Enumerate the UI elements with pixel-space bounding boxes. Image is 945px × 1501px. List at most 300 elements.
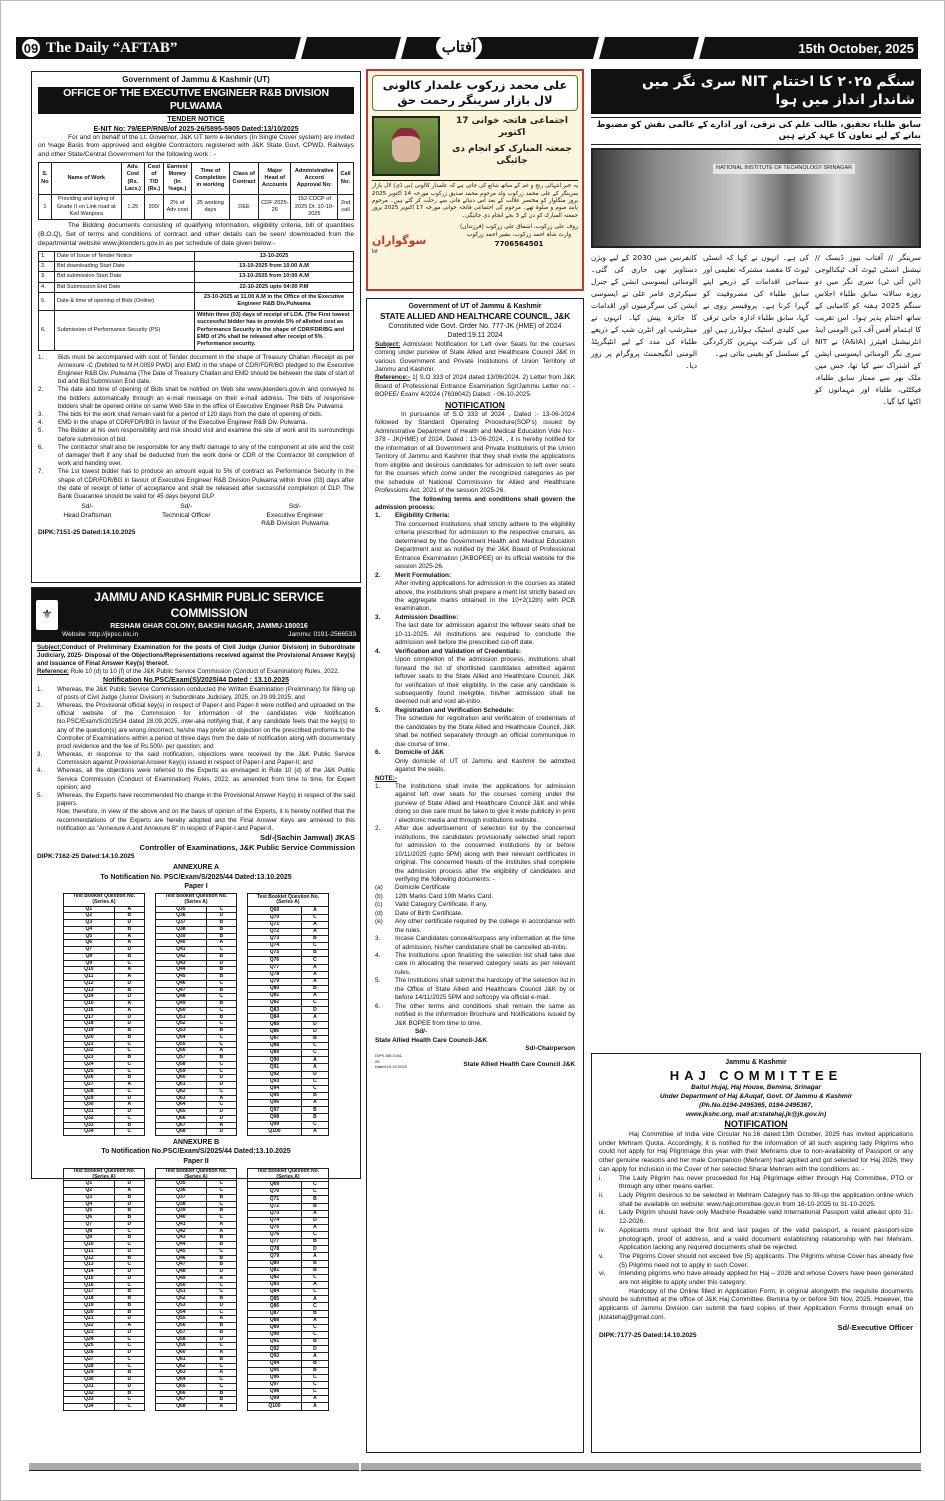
answer-value: C: [114, 1129, 144, 1136]
answer-value: B: [206, 1028, 236, 1035]
terms-intro: The following terms and conditions shall govern the admission process:: [375, 495, 575, 512]
td: 2.: [39, 261, 55, 271]
table-row: [156, 1235, 237, 1242]
question-number: Q39: [156, 1208, 207, 1215]
table-row: [248, 1246, 329, 1253]
question-number: Q5: [64, 1208, 115, 1215]
answer-value: D: [206, 1082, 236, 1089]
question-number: Q18: [64, 1021, 115, 1028]
question-number: Q41: [156, 947, 207, 954]
table-row: [156, 1248, 237, 1255]
question-number: Q48: [156, 1269, 207, 1276]
table-row: [156, 1296, 237, 1303]
answer-value: A: [206, 1095, 236, 1102]
answer-value: C: [206, 994, 236, 1001]
question-number: Q64: [156, 1377, 207, 1384]
item-text: Intending pilgrims who have already applied for Haj – 2026 and whose Covers have been generated are not eligible to apply under this category.: [619, 1270, 913, 1287]
answer-value: B: [114, 1194, 144, 1201]
sahc-subject: Admission Notification for Left over Seats for the courses coming under purview of State Allied and Healthcare Council J&K in various Government and Private Institutions of Union Territory of Jammu and Kashmir.: [375, 340, 575, 373]
haj-dipk: DIPK:7177-25 Dated:14.10.2025: [599, 1332, 697, 1340]
table-row: [248, 907, 329, 914]
question-number: Q76: [248, 1232, 302, 1239]
th: S. No: [39, 162, 52, 195]
question-number: Q65: [156, 1109, 207, 1116]
question-number: Q3: [64, 920, 115, 927]
question-number: Q69: [248, 1182, 302, 1189]
item-number: (b): [375, 892, 383, 900]
list-item: [375, 749, 575, 774]
table-row: [64, 947, 145, 954]
answer-value: A: [301, 978, 328, 985]
item-number: 6.: [375, 749, 381, 757]
item-number: 2.: [375, 825, 381, 833]
nit-news: [591, 69, 921, 1019]
haj-title: HAJ COMMITTEE: [669, 1068, 843, 1084]
table-row: [64, 1390, 145, 1397]
answer-value: D: [301, 1217, 328, 1224]
answer-value: B: [206, 1329, 236, 1336]
answer-value: A: [301, 928, 328, 935]
notes-list: [375, 783, 575, 884]
table-row: [64, 1115, 145, 1122]
question-number: Q66: [156, 1390, 207, 1397]
question-number: Q88: [248, 1043, 302, 1050]
answer-value: C: [301, 1324, 328, 1331]
table-row: [64, 1208, 145, 1215]
table-row: [156, 1115, 237, 1122]
answer-value: B: [114, 1028, 144, 1035]
question-number: Q96: [248, 1374, 302, 1381]
td: 1.25: [121, 195, 144, 220]
question-number: Q49: [156, 1001, 207, 1008]
jkpsc-website[interactable]: Website :http://jkpsc.nic.in: [62, 630, 139, 638]
question-number: Q12: [64, 980, 115, 987]
table-row: [156, 1397, 237, 1404]
item-number: i.: [599, 1174, 603, 1182]
table-row: [248, 1289, 329, 1296]
question-number: Q8: [64, 1228, 115, 1235]
table-row: [156, 1109, 237, 1116]
answer-value: B: [206, 1255, 236, 1262]
td: 22-10-2025 upto 04:00 P.M: [195, 282, 354, 292]
answer-value: C: [206, 1309, 236, 1316]
item-number: 2.: [375, 571, 381, 579]
jkpsc-dipk: DIPK:7162-25 Dated:14.10.2025: [37, 852, 135, 860]
table-row: [156, 926, 237, 933]
table-row: [156, 1181, 237, 1188]
table-row: [64, 1248, 145, 1255]
question-number: Q46: [156, 980, 207, 987]
td: 5.: [39, 293, 55, 311]
question-number: Q45: [156, 1248, 207, 1255]
table-row: [156, 960, 237, 967]
answer-value: D: [114, 1275, 144, 1282]
answer-value: C: [206, 1215, 236, 1222]
table-row: [248, 1196, 329, 1203]
sahc-body: In pursuance of S.O 333 of 2024 , Dated :- 13-06-2024 followed by Standard Operating Procedure(SOP's) issued by Administrative Department of Health and Medical Education Vide No:- 378 - JK(HME) of 2024, Dated : 13-06-2024, , it is hereby notified for the information of all Government and Private Institutions of the Union Territory of Jammu and Kashmir that they shall invite the applications from eligible and desirous candidates for admission to left over seats for the courses which come under the recognized categories as per the schedule of National Commission for Allied and Healthcare Professions Act, 2021 of the session 2025-26.: [375, 411, 575, 495]
question-number: Q42: [156, 1228, 207, 1235]
td: Date of Issue of Tender Notice: [55, 251, 195, 261]
table-row: [156, 1269, 237, 1276]
answer-value: D: [114, 1377, 144, 1384]
table-row: [64, 1007, 145, 1014]
table-row: [156, 1082, 237, 1089]
question-number: Q12: [64, 1255, 115, 1262]
list-item: [599, 1209, 913, 1226]
answer-value: B: [301, 1367, 328, 1374]
question-number: Q62: [156, 1088, 207, 1095]
question-number: Q43: [156, 960, 207, 967]
item-text: The other terms and conditions shall remain the same as notified in the information Brochure and Notifications issued by J&K BOPEE from time to time.: [395, 1002, 575, 1027]
question-number: Q50: [156, 1282, 207, 1289]
question-number: Q66: [156, 1115, 207, 1122]
table-row: [156, 1194, 237, 1201]
annex-b-paper: Paper II: [183, 1157, 209, 1165]
answer-value: D: [114, 1221, 144, 1228]
td: Bid downloading Start Date: [55, 261, 195, 271]
question-number: Q57: [156, 1329, 207, 1336]
question-number: Q18: [64, 1296, 115, 1303]
answer-value: C: [206, 1289, 236, 1296]
portrait: [392, 128, 420, 162]
answer-value: A: [301, 964, 328, 971]
answer-value: A: [114, 1323, 144, 1330]
tender-dipk: DIPK:7151-25 Dated:14.10.2025: [38, 529, 136, 537]
emblem-icon: ⚜: [36, 600, 58, 630]
answer-value: B: [301, 1107, 328, 1114]
table-row: [156, 1007, 237, 1014]
answer-value: C: [206, 1201, 236, 1208]
question-number: Q87: [248, 1035, 302, 1042]
table-row: [156, 1383, 237, 1390]
list-item: [375, 952, 575, 977]
question-number: Q67: [156, 1122, 207, 1129]
table-row: [64, 906, 145, 913]
table-row: [64, 1181, 145, 1188]
item-number: 5.: [375, 977, 381, 985]
answer-key-header: Test Booklet Question No. (Series A): [64, 1168, 145, 1181]
question-number: Q70: [248, 914, 302, 921]
table-row: [156, 1221, 237, 1228]
table-row: [156, 913, 237, 920]
answer-value: B: [206, 1390, 236, 1397]
question-number: Q56: [156, 1323, 207, 1330]
item-text: Date of Birth Certificate.: [395, 909, 463, 917]
question-number: Q77: [248, 1239, 302, 1246]
answer-value: B: [206, 1356, 236, 1363]
table-row: [64, 913, 145, 920]
table-row: [156, 1309, 237, 1316]
sd: Sd/-: [81, 503, 94, 511]
answer-value: D: [206, 913, 236, 920]
nit-headline: سنگم ۲۰۲۵ کا اختتام NIT سری نگر میں شاندار انداز میں ہوا: [591, 69, 921, 114]
question-number: Q30: [64, 1377, 115, 1384]
item-number: 5.: [375, 706, 381, 714]
answer-value: A: [206, 1221, 236, 1228]
answer-value: C: [301, 1043, 328, 1050]
sahc-notice: [366, 298, 584, 1453]
table-row: [64, 1061, 145, 1068]
question-number: Q81: [248, 993, 302, 1000]
question-number: Q86: [248, 1028, 302, 1035]
question-number: Q49: [156, 1275, 207, 1282]
answer-value: A: [206, 1316, 236, 1323]
table-row: [156, 1034, 237, 1041]
question-number: Q91: [248, 1339, 302, 1346]
table-row: [64, 1201, 145, 1208]
answer-value: C: [114, 1068, 144, 1075]
table-row: [64, 967, 145, 974]
answer-value: A: [206, 1048, 236, 1055]
answer-value: B: [206, 987, 236, 994]
item-text: The Institutions upon finalizing the selection list shall take due care in allocating the reserved category seats as per relevant rules.: [395, 952, 575, 976]
question-number: Q35: [156, 1181, 207, 1188]
question-number: Q38: [156, 1201, 207, 1208]
question-number: Q30: [64, 1102, 115, 1109]
answer-value: B: [301, 935, 328, 942]
tender-conditions: 1. Bids must be accompanied with cost of Tender document in the shape of Treasury Challan /Receipt as per Annexure -C (Debited to M.H.0059 PWD) and EMD in the shape of CDR/FDR/BG pledged to the Executive Engineer R&B Div. Pulwama (The Date of Treasury Challan and EMD should be between the date of start of bid and Bid Submission End date. 2. The date and time of opening of Bids shall be notified on Web site www.jktenders.gov.in and conveyed to the bidders automatically through an e-mail message on their e-mail address. The bids of responsive bidders shall be opened online on same Web Site in the office of Executive Engineer R&B Div. Pulwama 3. The bids for the work shall remain valid for a period of 120 days from the date of opening of bids. 4. EMD in the shape of CDR/FDR/BG in favour of the Executive Engineer R&B Div. Pulwama. 5. The Bidder at his own responsibility and risk should visit and examine the site of work and its surroundings before submission of bid. 6. The contractor shall also be responsible for any theft/ damage to any of the component at site and the cost of damage/ theft if any shall be deducted from the work done or CDR of the Contractor till completion of work and handing over. 7. The 1st lowest bidder has to produce an amount equal to 5% of contract as Performance Security in the shape of CDR/FDR/BG in favour of Executive Engineer R&B Division Pulwama within three (03) days after the date of receipt of letter of acceptance and shall be released after successful completion of DLP. The Bank Guarantee should be valid for 45 days beyond DLP.: [38, 353, 354, 500]
answer-value: A: [301, 1057, 328, 1064]
question-number: Q97: [248, 1382, 302, 1389]
td: 2% of Adv cost: [163, 195, 191, 220]
question-number: Q9: [64, 1235, 115, 1242]
answer-value: C: [206, 1181, 236, 1188]
haj-phone: (Ph.No.0194-2495365, 0194-2495367,: [699, 1101, 813, 1109]
jkpsc-subject: Conduct of Preliminary Examination for the posts of Civil Judge (Junior Division) in Subordinate Judiciary, 2025- Disposal of the Objections/Representations received against the Provisional Answer Key(s) and issuance of Final Answer Key(s) thereof.: [37, 643, 355, 667]
question-number: Q33: [64, 1397, 115, 1404]
answer-value: A: [301, 1403, 328, 1410]
answer-value: C: [206, 1007, 236, 1014]
question-number: Q89: [248, 1050, 302, 1057]
question-number: Q33: [64, 1122, 115, 1129]
question-number: Q31: [64, 1383, 115, 1390]
question-number: Q32: [64, 1115, 115, 1122]
question-number: Q24: [64, 1336, 115, 1343]
table-row: [64, 1370, 145, 1377]
question-number: Q17: [64, 1289, 115, 1296]
answer-value: A: [206, 1370, 236, 1377]
answer-key-header: Test Booklet Question No. (Series A): [248, 894, 329, 907]
answer-key-table: [155, 893, 237, 1136]
question-number: Q4: [64, 926, 115, 933]
jkpsc-address: RESHAM GHAR COLONY, BAKSHI NAGAR, JAMMU-180016: [110, 622, 308, 630]
question-number: Q54: [156, 1034, 207, 1041]
jkpsc-title: JAMMU AND KASHMIR PUBLIC SERVICE COMMISSION: [94, 590, 324, 620]
table-row: [156, 906, 237, 913]
question-number: Q47: [156, 1262, 207, 1269]
th: Adv. Cost (Rs. Lacs.): [121, 162, 144, 195]
question-number: Q64: [156, 1102, 207, 1109]
haj-web[interactable]: www.jkshc.org, mail at:statehaj.jk@jk.gov.in): [685, 1110, 827, 1118]
condition-text: The Bidder at his own responsibility and risk should visit and examine the site of work and its surroundings before submission of bid.: [58, 427, 354, 443]
question-number: Q60: [156, 1350, 207, 1357]
question-number: Q20: [64, 1309, 115, 1316]
haj-notice: [591, 1053, 921, 1453]
question-number: Q82: [248, 1274, 302, 1281]
table-row: [64, 1095, 145, 1102]
sig-title: Technical Officer: [161, 511, 211, 519]
answer-value: D: [114, 1201, 144, 1208]
table-row: [156, 1255, 237, 1262]
answer-key-table: [247, 893, 329, 1136]
item-number: 3.: [375, 613, 381, 621]
question-number: Q90: [248, 1332, 302, 1339]
table-row: [156, 1021, 237, 1028]
table-row: [64, 1228, 145, 1235]
answer-value: C: [114, 1343, 144, 1350]
answer-value: B: [301, 1035, 328, 1042]
answer-value: A: [114, 1007, 144, 1014]
question-number: Q88: [248, 1317, 302, 1324]
answer-value: C: [206, 1021, 236, 1028]
jkpsc-reference: Rule 10 (d) to 10 (f) of the J&K Public Service Commission (Conduct of Examination) Rules, 2022.: [70, 668, 340, 676]
question-number: Q95: [248, 1367, 302, 1374]
question-number: Q23: [64, 1329, 115, 1336]
point-text: Whereas, all the objections were referred to the Experts as envisaged in Rule 10 (d) of the J&K Public Service Commission (Conduct of Examination) Rules, 2022, as amended from time to time, for Expert opinion; and: [57, 767, 355, 791]
question-number: Q73: [248, 1210, 302, 1217]
answer-value: C: [301, 943, 328, 950]
answer-value: D: [114, 1350, 144, 1357]
condition-text: The bids for the work shall remain valid for a period of 120 days from the date of opening of bids.: [58, 411, 323, 419]
answer-value: C: [301, 1182, 328, 1189]
table-row: [64, 1068, 145, 1075]
table-row: [64, 1215, 145, 1222]
answer-value: D: [206, 960, 236, 967]
family-line-2: وارث شاہ احمد زرکوب، بشیر احمد زرکوب: [466, 231, 572, 238]
table-row: [64, 1282, 145, 1289]
table-row: [156, 1275, 237, 1282]
th: Administrative Accord Approval No:: [291, 162, 338, 195]
answer-value: C: [301, 1189, 328, 1196]
table-row: [64, 1001, 145, 1008]
answer-value: C: [301, 1389, 328, 1396]
answer-value: D: [114, 947, 144, 954]
sahc-dipk: DIPK-NB:2184-25 Dated:14.10.2025: [375, 1053, 407, 1069]
question-number: Q73: [248, 935, 302, 942]
jkpsc-header: [32, 588, 360, 642]
answer-value: D: [206, 1336, 236, 1343]
item-heading: Domicile of J&K: [395, 749, 445, 757]
question-number: Q3: [64, 1194, 115, 1201]
work-table: [38, 162, 354, 221]
question-number: Q83: [248, 1282, 302, 1289]
question-number: Q31: [64, 1109, 115, 1116]
sahc-reference: 1] S.O 333 of 2024 dated 13/06/2024. 2) Letter from J&K Board of Professional Entrance Examination Sgr/Jammu Letter no: - BOPEE/ Exam/ 4/2024 (7638042) Dated: - 06-10-2025.: [375, 374, 575, 399]
chairperson: Sd/-Chairperson: [525, 1045, 575, 1053]
table-row: [64, 1350, 145, 1357]
answer-value: C: [301, 1332, 328, 1339]
answer-value: B: [301, 950, 328, 957]
question-number: Q63: [156, 1370, 207, 1377]
sahc-title: STATE ALLIED AND HEALTHCARE COUNCIL, J&K: [379, 311, 571, 322]
answer-value: B: [206, 1262, 236, 1269]
answer-value: C: [206, 1088, 236, 1095]
answer-value: C: [206, 1188, 236, 1195]
question-number: Q53: [156, 1028, 207, 1035]
table-row: [64, 1275, 145, 1282]
question-number: Q57: [156, 1055, 207, 1062]
annex-a-title: ANNEXURE A: [172, 864, 220, 872]
answer-value: C: [114, 1061, 144, 1068]
answer-key-header: Test Booklet Question No. (Series A): [156, 1168, 237, 1181]
answer-value: A: [301, 1014, 328, 1021]
table-row: [64, 1255, 145, 1262]
answer-value: C: [206, 906, 236, 913]
question-number: Q94: [248, 1085, 302, 1092]
item-heading: Merit Formulation:: [395, 571, 452, 579]
question-number: Q6: [64, 940, 115, 947]
condition-text: The contractor shall also be responsible for any theft/ damage to any of the component at site and the cost of damage/ theft if any shall be deducted from the work done or CDR of the Contractor till completion of work and handing over.: [58, 443, 354, 468]
answer-value: C: [206, 1034, 236, 1041]
answer-value: C: [114, 1336, 144, 1343]
question-number: Q56: [156, 1048, 207, 1055]
answer-value: C: [114, 1282, 144, 1289]
item-text: Incase Candidates conceal/surpass any information at the time of admission, his/her candidature shall be cancelled ab-initio.: [395, 935, 575, 951]
question-number: Q44: [156, 1242, 207, 1249]
condition-text: The 1st lowest bidder has to produce an amount equal to 5% of contract as Performance Security in the shape of CDR/FDR/BG in favour of Executive Engineer R&B Division Pulwama within three (03) days after the date of receipt of letter of acceptance and shall be released after successful completion of DLP. The Bank Guarantee should be valid for 45 days beyond DLP.: [58, 468, 354, 500]
answer-value: C: [114, 1228, 144, 1235]
question-number: Q97: [248, 1107, 302, 1114]
table-row: [248, 1100, 329, 1107]
table-row: [248, 957, 329, 964]
question-number: Q91: [248, 1064, 302, 1071]
question-number: Q27: [64, 1082, 115, 1089]
list-item: [375, 935, 575, 952]
td: Submission of Performance Security (PS): [55, 310, 195, 350]
list-item: [375, 512, 575, 571]
table-row: [156, 1363, 237, 1370]
table-row: [156, 1302, 237, 1309]
question-number: Q35: [156, 906, 207, 913]
item-heading: Verification and Validation of Credentials:: [395, 647, 522, 655]
td: Bid submission Start Date: [55, 272, 195, 282]
item-number: (e): [375, 918, 383, 926]
answer-value: B: [114, 1302, 144, 1309]
question-number: Q25: [64, 1068, 115, 1075]
answer-value: B: [301, 1260, 328, 1267]
answer-key-table: [63, 893, 145, 1136]
td: 3.: [39, 272, 55, 282]
table-row: [64, 1377, 145, 1384]
question-number: Q53: [156, 1302, 207, 1309]
answer-value: C: [206, 1343, 236, 1350]
answer-value: A: [301, 993, 328, 1000]
item-number: (c): [375, 901, 383, 909]
answer-value: C: [206, 947, 236, 954]
answer-value: B: [206, 1055, 236, 1062]
answer-value: C: [114, 1363, 144, 1370]
masthead: [16, 37, 918, 59]
answer-value: B: [206, 1323, 236, 1330]
question-number: Q78: [248, 971, 302, 978]
td: Within three (03) days of receipt of LOA. (The First lowest successful bidder has to provide 5% of allotted cost as Performance Security in the shape of CDR/FDR/BG and EMD of 2% shall be released after receipt of 5% Performance security.: [195, 310, 354, 350]
table-row: [156, 1262, 237, 1269]
table-row: [156, 1088, 237, 1095]
answer-value: C: [301, 914, 328, 921]
question-number: Q22: [64, 1048, 115, 1055]
td: CDF 2025-26: [259, 195, 291, 220]
question-number: Q61: [156, 1082, 207, 1089]
question-number: Q38: [156, 926, 207, 933]
haj-notification: NOTIFICATION: [724, 1119, 788, 1130]
sd: Sd/-: [180, 503, 193, 511]
item-number: vi.: [599, 1270, 606, 1278]
question-number: Q94: [248, 1360, 302, 1367]
answer-value: C: [301, 1382, 328, 1389]
fateha-line-1: اجتماعی فاتحہ خوانی 17 اکتوبر: [456, 116, 568, 139]
answer-value: B: [206, 933, 236, 940]
item-text: Only domicile of UT of Jammu and Kashmir be admitted against the seats.: [395, 757, 575, 774]
